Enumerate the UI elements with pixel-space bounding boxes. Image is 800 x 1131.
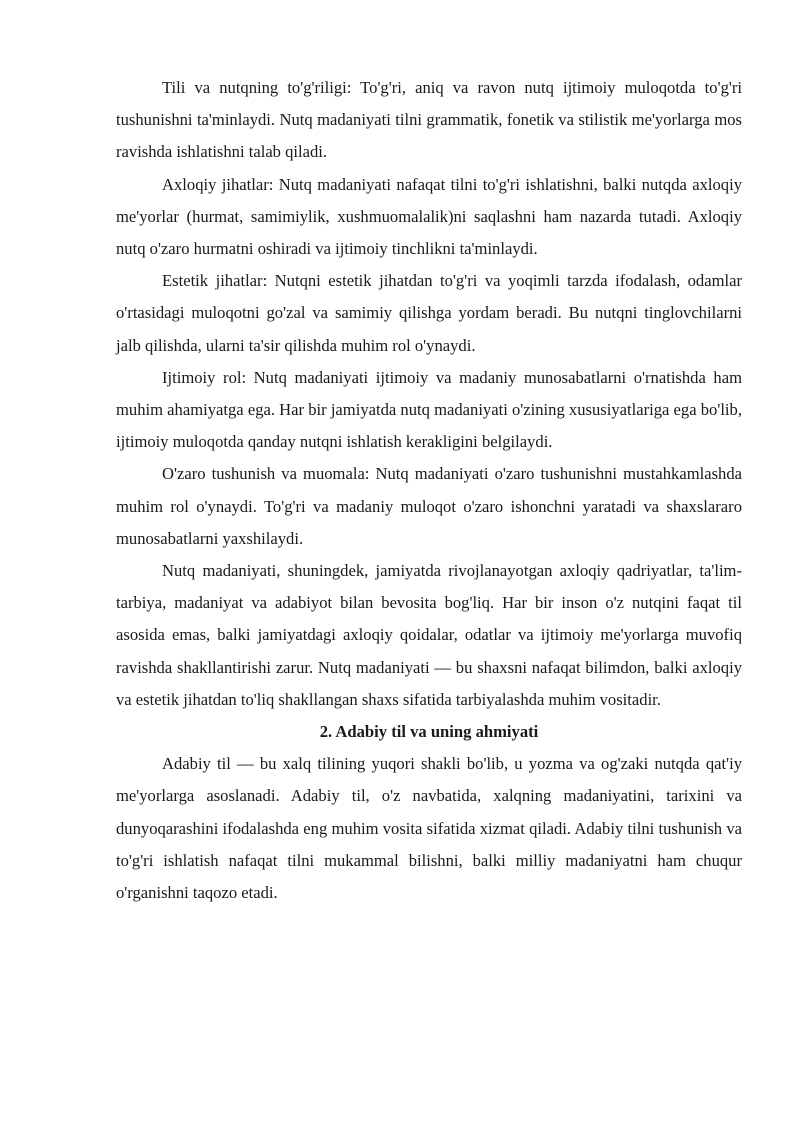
paragraph-literary-language: Adabiy til — bu xalq tilining yuqori shakli bo'lib, u yozma va og'zaki nutqda qat'iy me'yorlarga asoslanadi. Adabiy til, o'z navbatida, xalqning madaniyatini, tarixini va dunyoqarashini ifodalashda eng muhim vosita sifatida xizmat qiladi. Adabiy tilni tushunish va to'g'ri ishlatish nafaqat tilni mukammal bilishni, balki milliy madaniyatni ham chuqur o'rganishni taqozo etadi. — [116, 754, 742, 903]
section-heading: 2. Adabiy til va uning ahmiyati — [319, 722, 539, 742]
paragraph-aesthetic-aspects: Estetik jihatlar: Nutqni estetik jihatdan to'g'ri va yoqimli tarzda ifodalash, odamlar o'rtasidagi muloqotni go'zal va samimiy qilishga yordam beradi. Bu nutqni tinglovchilarni jalb qilishda, ularni ta'sir qilishda muhim rol o'ynaydi. — [116, 271, 742, 355]
paragraph-social-role: Ijtimoiy rol: Nutq madaniyati ijtimoiy va madaniy munosabatlarni o'rnatishda ham muhim ahamiyatga ega. Har bir jamiyatda nutq madaniyati o'zining xususiyatlariga ega bo'lib, ijtimoiy muloqotda qanday nutqni ishlatish kerakligini belgilaydi. — [116, 367, 742, 452]
paragraph-mutual-understanding: O'zaro tushunish va muomala: Nutq madaniyati o'zaro tushunishni mustahkamlashda muhim rol o'ynaydi. To'g'ri va madaniy muloqot o'zaro ishonchni yaratadi va shaxslararo munosabatlarni yaxshilaydi. — [116, 464, 742, 548]
paragraph-ethical-aspects: Axloqiy jihatlar: Nutq madaniyati nafaqat tilni to'g'ri ishlatishni, balki nutqda axloqiy me'yorlar (hurmat, samimiylik, xushmuomalalik)ni saqlashni ham nazarda tutadi. Axloqiy nutq o'zaro hurmatni oshiradi va ijtimoiy tinchlikni ta'minlaydi. — [116, 174, 742, 259]
paragraph-language-correctness: Tili va nutqning to'g'riligi: To'g'ri, aniq va ravon nutq ijtimoiy muloqotda to'g'ri tushunishni ta'minlaydi. Nutq madaniyati tilni grammatik, fonetik va stilistik me'yorlarga mos ravishda ishlatishni talab qiladi. — [116, 78, 742, 162]
paragraph-speech-culture-summary: Nutq madaniyati, shuningdek, jamiyatda rivojlanayotgan axloqiy qadriyatlar, ta'lim-tarbiya, madaniyat va adabiyot bilan bevosita bog'liq. Har bir inson o'z nutqini faqat til asosida emas, balki jamiyatdagi axloqiy qoidalar, odatlar va ijtimoiy me'yorlarga muvofiq ravishda shakllantirishi zarur. Nutq madaniyati — bu shaxsni nafaqat bilimdon, balki axloqiy va estetik jihatdan to'liq shakllangan shaxs sifatida tarbiyalashda muhim vositadir. — [116, 561, 742, 709]
document-page — [116, 72, 742, 909]
